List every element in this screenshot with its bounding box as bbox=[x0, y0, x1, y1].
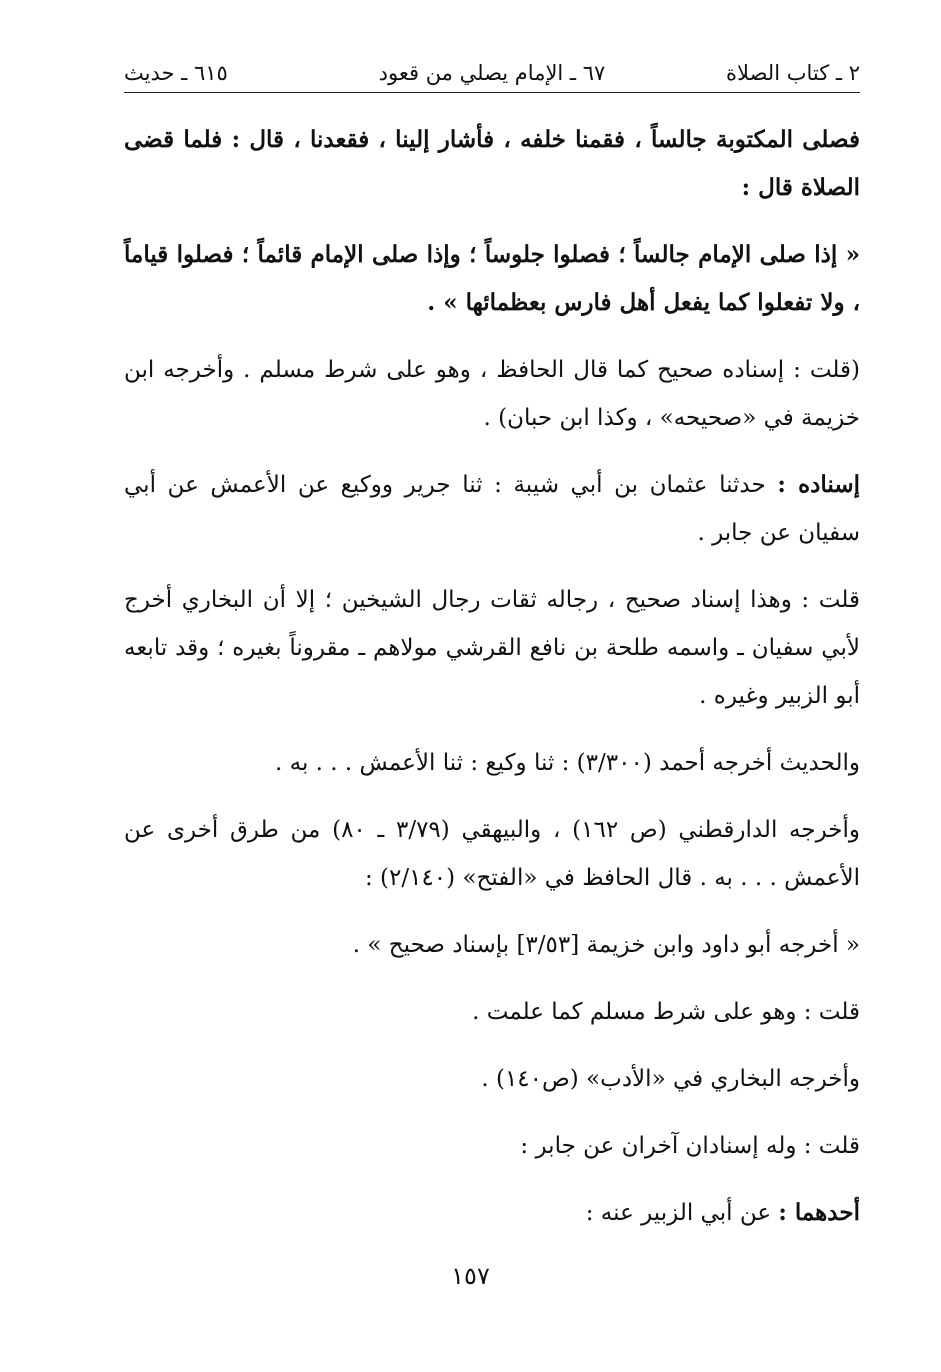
muslim-condition-note: قلت : وهو على شرط مسلم كما علمت . bbox=[472, 999, 860, 1025]
first-isnad-paragraph bbox=[124, 1189, 860, 1237]
isnad-label: إسناده : bbox=[777, 471, 860, 498]
page-number: ١٥٧ bbox=[451, 1262, 490, 1290]
hadith-matn: « إذا صلى الإمام جالساً ؛ فصلوا جلوساً ؛ وإذا صلى الإمام قائماً ؛ فصلوا قياماً ، ولا تفعلوا كما يفعل أهل فارس بعظمائها » . bbox=[124, 241, 860, 316]
takhrij-ahmad: والحديث أخرجه أحمد (٣/٣٠٠) : ثنا وكيع : ثنا الأعمش . . . به . bbox=[275, 750, 860, 776]
fath-quote: « أخرجه أبو داود وابن خزيمة [٣/٥٣] بإسناد صحيح » . bbox=[352, 932, 860, 958]
isnad-paragraph bbox=[124, 461, 860, 557]
hadith-text-continuation: فصلى المكتوبة جالساً ، فقمنا خلفه ، فأشار إلينا ، فقعدنا ، قال : فلما قضى الصلاة قال : bbox=[124, 126, 860, 201]
header-chapter-title: ٦٧ ـ الإمام يصلي من قعود bbox=[378, 61, 606, 85]
bukhari-adab-note: وأخرجه البخاري في «الأدب» (ص١٤٠) . bbox=[481, 1066, 860, 1092]
header-hadith-number: ٦١٥ ـ حديث bbox=[124, 61, 228, 85]
first-isnad-label: أحدهما : bbox=[778, 1199, 860, 1226]
grading-note: (قلت : إسناده صحيح كما قال الحافظ ، وهو على شرط مسلم . وأخرجه ابن خزيمة في «صحيحه» ، وكذا ابن حبان) . bbox=[124, 357, 860, 431]
first-isnad-text: عن أبي الزبير عنه : bbox=[585, 1200, 779, 1226]
commentary-paragraph: قلت : وهذا إسناد صحيح ، رجاله ثقات رجال الشيخين ؛ إلا أن البخاري أخرج لأبي سفيان ـ واسمه طلحة بن نافع القرشي مولاهم ـ مقروناً بغيره ؛ وقد تابعه أبو الزبير وغيره . bbox=[124, 587, 860, 709]
isnad-text: حدثنا عثمان بن أبي شيبة : ثنا جرير ووكيع عن الأعمش عن أبي سفيان عن جابر . bbox=[124, 472, 860, 546]
page-body bbox=[124, 116, 860, 1237]
header-book-title: ٢ ـ كتاب الصلاة bbox=[726, 61, 860, 85]
running-header bbox=[124, 56, 860, 93]
other-isnads-note: قلت : وله إسنادان آخران عن جابر : bbox=[520, 1133, 860, 1159]
takhrij-daraqutni: وأخرجه الدارقطني (ص ١٦٢) ، والبيهقي (٣/٧٩ ـ ٨٠) من طرق أخرى عن الأعمش . . . به . قال الحافظ في «الفتح» (٢/١٤٠) : bbox=[124, 817, 861, 891]
